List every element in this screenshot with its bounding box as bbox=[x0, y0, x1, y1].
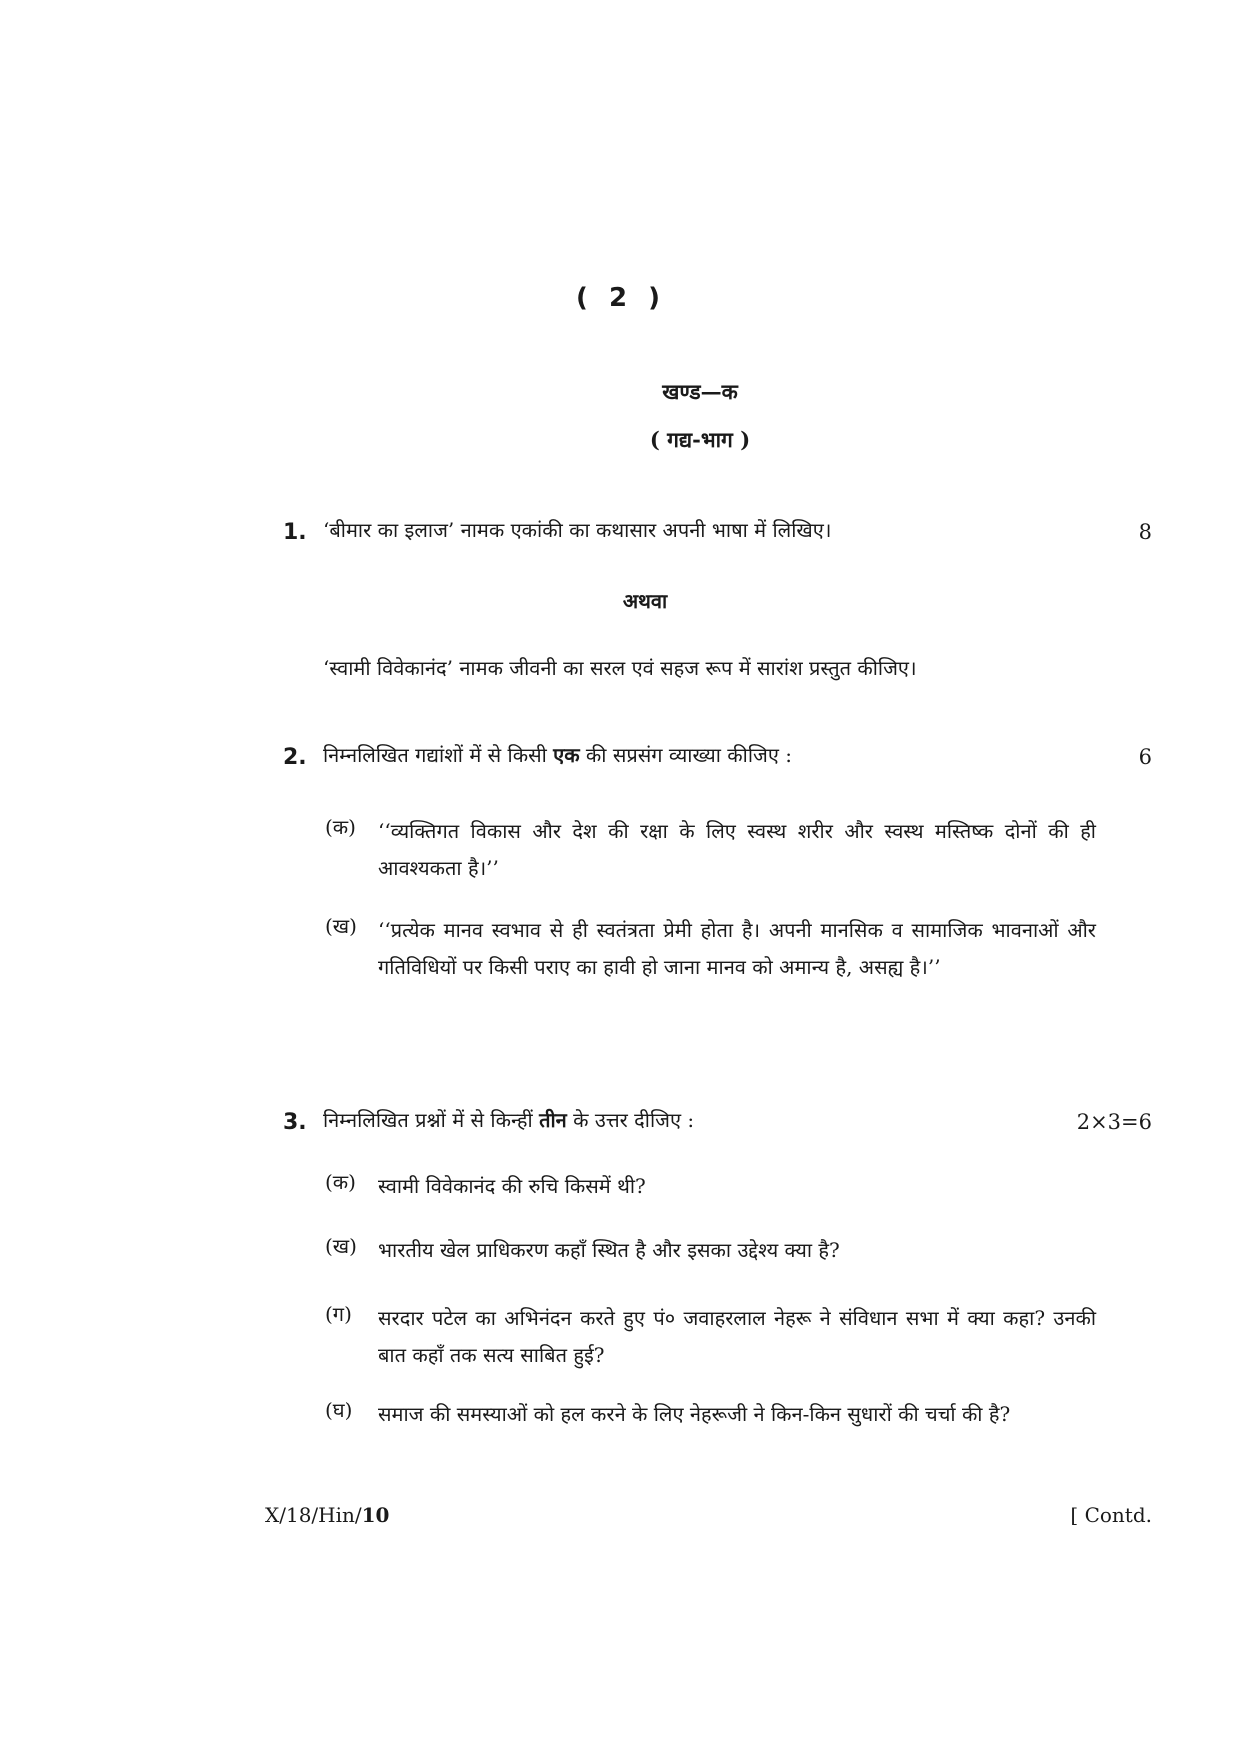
sub-part-label: (ग) bbox=[325, 1302, 352, 1326]
or-label: अथवा bbox=[622, 589, 668, 613]
sub-part-label: (क) bbox=[325, 815, 356, 839]
question-text bbox=[323, 1102, 1043, 1138]
question-marks: 8 bbox=[1138, 520, 1152, 544]
question-number: 1. bbox=[283, 520, 307, 545]
sub-part-label: (क) bbox=[325, 1170, 356, 1194]
paper-code bbox=[265, 1503, 389, 1527]
sub-part-label: (ख) bbox=[325, 914, 357, 938]
alternative-question-text: ‘स्वामी विवेकानंद’ नामक जीवनी का सरल एवं सहज रूप में सारांश प्रस्तुत कीजिए। bbox=[323, 656, 917, 680]
question-marks: 2×3=6 bbox=[1076, 1110, 1152, 1134]
question-text: ‘बीमार का इलाज’ नामक एकांकी का कथासार अपनी भाषा में लिखिए। bbox=[323, 518, 832, 542]
question-text-end: की सप्रसंग व्याख्या कीजिए : bbox=[579, 743, 793, 767]
sub-part-text: भारतीय खेल प्राधिकरण कहाँ स्थित है और इसका उद्देश्य क्या है? bbox=[378, 1238, 840, 1262]
section-title: खण्ड—क bbox=[662, 379, 738, 404]
section-subtitle: ( गद्य-भाग ) bbox=[649, 427, 751, 452]
question-text-start: निम्नलिखित गद्यांशों में से किसी bbox=[323, 743, 554, 767]
question-text-end: के उत्तर दीजिए : bbox=[566, 1108, 695, 1132]
question-marks: 6 bbox=[1138, 745, 1152, 769]
page-number: ( 2 ) bbox=[576, 283, 666, 313]
sub-part-text: सरदार पटेल का अभिनंदन करते हुए पं० जवाहरलाल नेहरू ने संविधान सभा में क्या कहा? उनकी बात कहाँ तक सत्य साबित हुई? bbox=[378, 1306, 1096, 1367]
sub-part-text: समाज की समस्याओं को हल करने के लिए नेहरूजी ने किन-किन सुधारों की चर्चा की है? bbox=[378, 1402, 1011, 1426]
sub-part-text: ‘‘प्रत्येक मानव स्वभाव से ही स्वतंत्रता प्रेमी होता है। अपनी मानसिक व सामाजिक भावनाओं और गतिविधियों पर किसी पराए का हावी हो जाना मानव को अमान्य है, असह्य है।’’ bbox=[378, 918, 1096, 979]
paper-code-prefix: X/18/Hin/ bbox=[265, 1503, 362, 1527]
question-number: 3. bbox=[283, 1110, 307, 1135]
continued-label: [ Contd. bbox=[1070, 1503, 1152, 1527]
sub-part-text: स्वामी विवेकानंद की रुचि किसमें थी? bbox=[378, 1174, 646, 1198]
question-number: 2. bbox=[283, 745, 307, 770]
question-text bbox=[323, 737, 1043, 773]
question-text-emphasis: तीन bbox=[539, 1108, 567, 1132]
paper-code-number: 10 bbox=[361, 1503, 390, 1527]
question-text-emphasis: एक bbox=[553, 743, 580, 767]
sub-part-text: ‘‘व्यक्तिगत विकास और देश की रक्षा के लिए स्वस्थ शरीर और स्वस्थ मस्तिष्क दोनों की ही आवश्यकता है।’’ bbox=[378, 819, 1096, 880]
sub-part-label: (घ) bbox=[325, 1398, 353, 1422]
sub-part-label: (ख) bbox=[325, 1234, 357, 1258]
question-text-start: निम्नलिखित प्रश्नों में से किन्हीं bbox=[323, 1108, 540, 1132]
